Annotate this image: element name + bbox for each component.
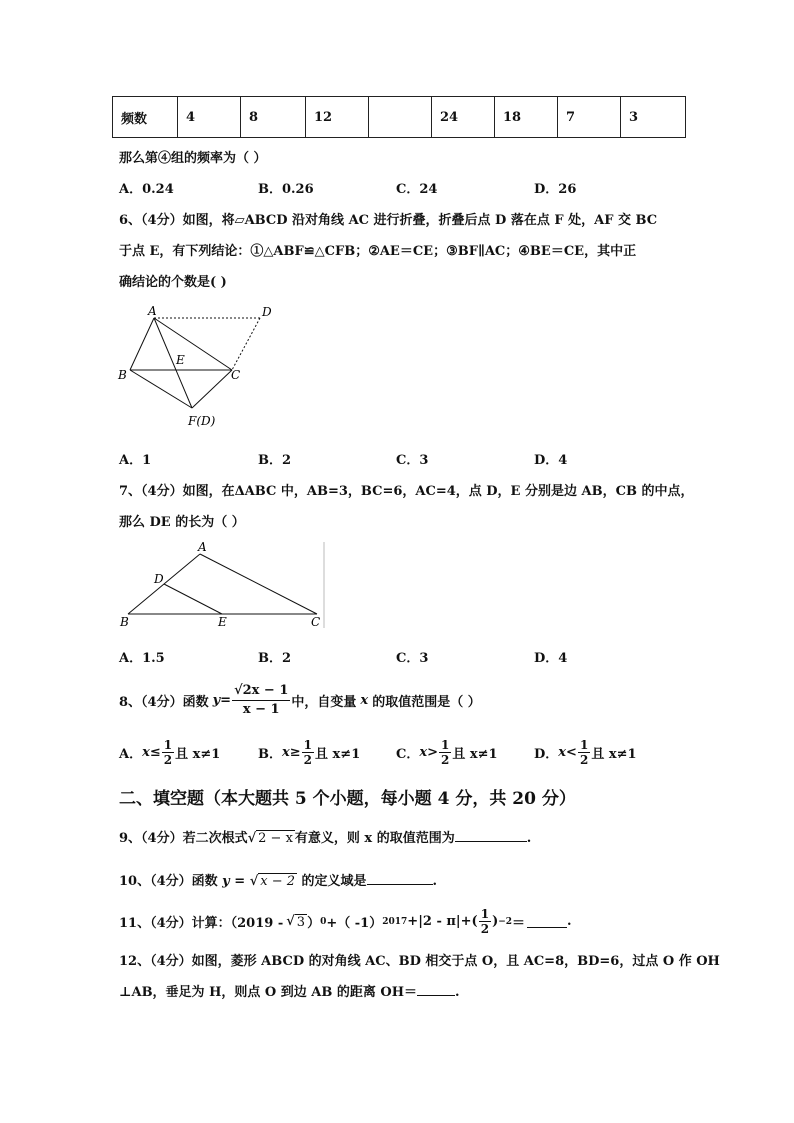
option-label: A． [119, 747, 143, 762]
fraction-den: 2 [579, 753, 589, 767]
q10-prefix: 10、（4分）函数 [119, 874, 218, 889]
q9-end: . [526, 831, 532, 846]
q6-line-2: 于点 E，有下列结论：①△ABF≌△CFB；②AE＝CE；③BF∥AC；④BE＝CE，其中正 [119, 244, 637, 259]
q8-numerator: √2x − 1 [232, 682, 290, 701]
table-cell: 7 [558, 97, 621, 138]
label-a: A [148, 304, 157, 318]
segment-af [154, 318, 192, 408]
table-cell: 24 [432, 97, 495, 138]
table-cell: 4 [178, 97, 241, 138]
q7-line-2: 那么 DE 的长为（ ） [119, 515, 245, 530]
label-c: C [311, 615, 321, 629]
table-cell [369, 97, 432, 138]
option-label: B． [258, 747, 282, 762]
segment-ac [154, 318, 232, 370]
segment-fc [192, 370, 232, 408]
q7-figure [112, 538, 332, 630]
q12-line-2 [119, 981, 460, 1000]
option-relation: < [566, 745, 577, 760]
q11-answer-blank[interactable] [527, 915, 567, 928]
q6-figure [110, 300, 290, 432]
q12-end: . [455, 985, 460, 1000]
q12-line-1: 12、（4分）如图，菱形 ABCD 的对角线 AC、BD 相交于点 O，且 AC=8，BD=6，过点 O 作 OH [119, 954, 720, 969]
section-title: 二、填空题（本大题共 5 个小题，每小题 4 分，共 20 分） [119, 789, 576, 809]
q8-stem [119, 682, 481, 719]
q11-radicand: 3 [296, 914, 306, 930]
q9-answer-blank[interactable] [455, 829, 527, 842]
option-relation: ≤ [149, 745, 161, 760]
q7-option-d: D．4 [534, 651, 568, 666]
q11-part-2: +（ -1） [326, 916, 383, 931]
q5-option-d: D．26 [534, 182, 577, 197]
option-var: x [419, 745, 428, 760]
q11-fraction [479, 907, 491, 936]
q10-equals: = [229, 874, 250, 889]
table-cell: 18 [495, 97, 558, 138]
option-tail: 且 x≠1 [591, 747, 637, 762]
q12-answer-blank[interactable] [417, 983, 455, 996]
q5-option-b: B．0.26 [258, 182, 314, 197]
table-cell: 8 [241, 97, 306, 138]
option-fraction [302, 738, 314, 767]
q5-option-a: A．0.24 [119, 182, 174, 197]
q8-suffix-1: 中，自变量 [291, 695, 357, 710]
q8-prefix: 8、（4分）函数 [119, 695, 209, 710]
table-cell: 12 [306, 97, 369, 138]
q8-denominator: x − 1 [242, 702, 280, 717]
fraction-num: 1 [163, 738, 173, 752]
table-row [113, 97, 686, 138]
q7-option-a: A．1.5 [119, 651, 165, 666]
q8-fraction [232, 682, 290, 719]
q6-option-c: C．3 [396, 453, 429, 468]
q8-equals: = [220, 693, 232, 708]
option-var: x [558, 745, 567, 760]
option-fraction [578, 738, 590, 767]
segment-de [164, 584, 222, 614]
label-d: D [262, 305, 272, 319]
q8-option-d [534, 738, 637, 767]
q12-line-2-text: ⊥AB，垂足为 H，则点 O 到边 AB 的距离 OH＝ [119, 985, 417, 1000]
fraction-num: 1 [303, 738, 313, 752]
q9-suffix: 有意义，则 x 的取值范围为 [294, 831, 455, 846]
q7-option-c: C．3 [396, 651, 429, 666]
q11-exp-neg2: −2 [498, 916, 513, 927]
label-b: B [120, 615, 129, 629]
option-tail: 且 x≠1 [315, 747, 361, 762]
fraction-num: 1 [480, 907, 490, 921]
label-b: B [118, 368, 127, 382]
q8-var-x: x [360, 693, 369, 708]
q6-option-b: B．2 [258, 453, 292, 468]
label-e: E [218, 615, 227, 629]
option-var: x [282, 745, 290, 760]
q8-suffix-2: 的取值范围是（ ） [372, 695, 481, 710]
q11-end: . [567, 914, 572, 929]
q11-text: 11、（4分）计算：（2019 - √ 3 ） 0 +（ -1） 2017 +|2 - π|+( $\frac{1}{2}$ ) −2 ＝ . [119, 907, 572, 936]
option-fraction [162, 738, 174, 767]
segment-ac [200, 554, 317, 614]
q6-option-d: D．4 [534, 453, 568, 468]
q7-option-b: B．2 [258, 651, 292, 666]
q9-prefix: 9、（4分）若二次根式 [119, 831, 248, 846]
q8-var-y: y [212, 693, 221, 708]
fraction-num: 1 [441, 738, 450, 752]
q11-part-3: +|2 - π|+( [407, 914, 478, 929]
fraction-den: 2 [441, 753, 450, 767]
segment-ab [130, 318, 154, 370]
option-var: x [142, 745, 150, 760]
q6-line-3: 确结论的个数是( ) [119, 275, 227, 290]
q11-exp-0: 0 [320, 916, 327, 927]
segment-bf [130, 370, 192, 408]
q7-line-1: 7、（4分）如图，在ΔABC 中，AB=3，BC=6，AC=4，点 D，E 分别是边 AB，CB 的中点， [119, 484, 694, 499]
q11-prefix: 11、（4分）计算：（2019 - [119, 916, 284, 931]
q10-end: . [432, 874, 438, 889]
table-cell: 3 [621, 97, 686, 138]
q11-equals: ＝ [512, 916, 526, 931]
q9-radicand: 2 − x [258, 831, 293, 846]
q8-option-a [119, 738, 220, 767]
q10-answer-blank[interactable] [367, 872, 433, 885]
fraction-den: 2 [480, 922, 490, 936]
frequency-table [112, 96, 686, 138]
q6-option-a: A．1 [119, 453, 152, 468]
q5-text: 那么第④组的频率为（ ） [119, 151, 267, 166]
q9-text: 9、（4分）若二次根式√ 2 − x 有意义，则 x 的取值范围为 . [119, 831, 532, 846]
q10-text: 10、（4分）函数 y = √ x − 2 的定义域是 . [119, 874, 438, 889]
option-relation: ≥ [289, 745, 301, 760]
q8-option-b [258, 738, 360, 767]
fraction-num: 1 [579, 738, 589, 752]
segment-dc [232, 318, 260, 370]
option-relation: > [427, 745, 439, 760]
label-a: A [198, 540, 207, 554]
option-fraction [439, 738, 451, 767]
q8-option-c [396, 738, 498, 767]
label-d: D [154, 572, 164, 586]
fraction-den: 2 [303, 753, 313, 767]
q11-exp-2017: 2017 [382, 916, 408, 927]
q5-option-c: C．24 [396, 182, 438, 197]
option-label: C． [396, 747, 420, 762]
q6-line-1: 6、（4分）如图，将▱ABCD 沿对角线 AC 进行折叠，折叠后点 D 落在点 F 处，AF 交 BC [119, 213, 658, 228]
option-tail: 且 x≠1 [452, 747, 498, 762]
fraction-den: 2 [163, 753, 173, 767]
q10-var-y: y [222, 874, 230, 889]
q10-radicand: x − 2 [260, 874, 295, 889]
option-label: D． [534, 747, 559, 762]
q11-paren: ） [307, 916, 321, 931]
table-cell: 频数 [113, 97, 178, 138]
q11-part-4: ) [492, 914, 499, 929]
label-e: E [176, 353, 185, 367]
q10-suffix: 的定义域是 [301, 874, 367, 889]
label-f: F(D) [188, 414, 216, 428]
option-tail: 且 x≠1 [175, 747, 221, 762]
label-c: C [231, 368, 241, 382]
